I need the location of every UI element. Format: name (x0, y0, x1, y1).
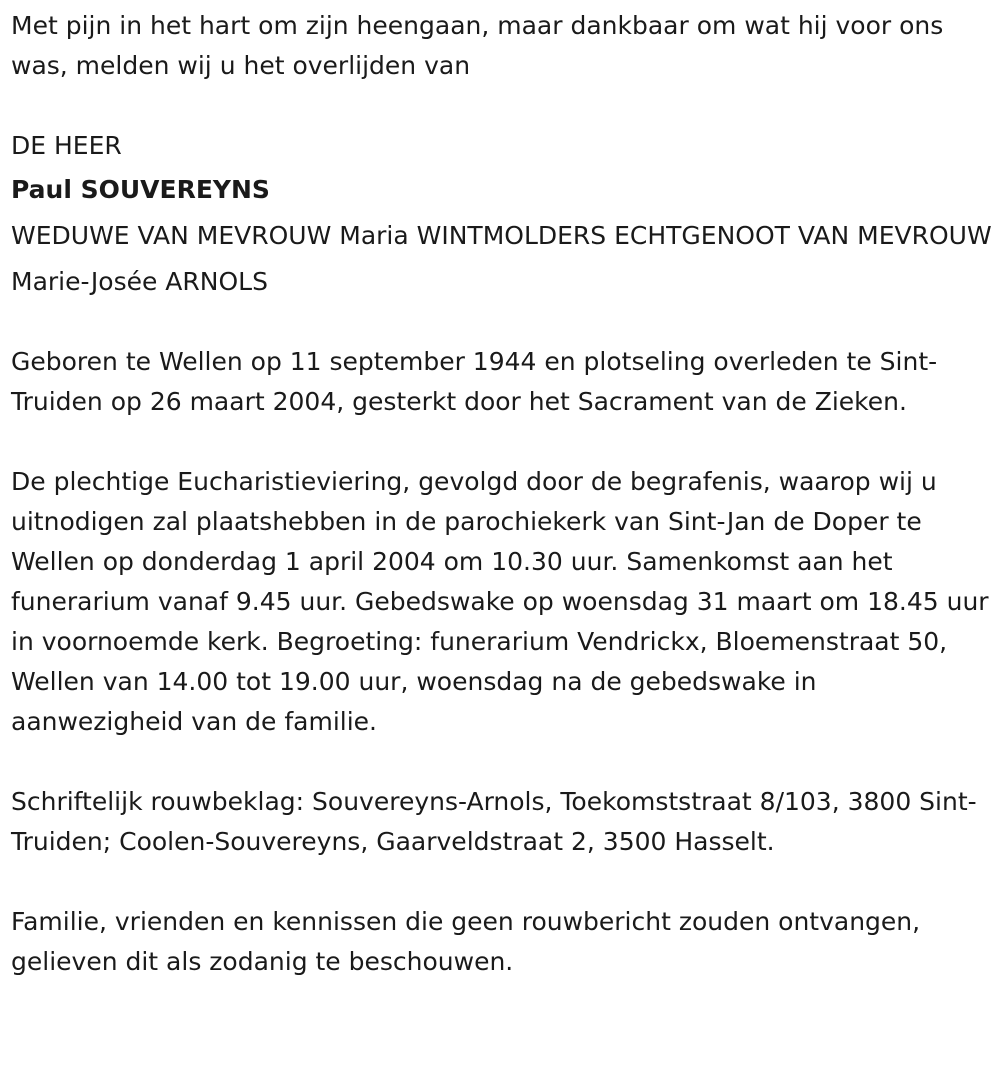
spacer (11, 742, 992, 782)
spouse-name: Marie-Josée ARNOLS (11, 267, 268, 296)
ceremony-paragraph: De plechtige Eucharistieviering, gevolgd door de begrafenis, waarop wij u uitnodigen zal plaatshebben in de parochiekerk van Sint-Jan de Doper te Wellen op donderdag 1 april 2004 om 10.30 uur. Samenkomst aan het funerarium vanaf 9.45 uur. Gebedswake op woensdag 31 maart om 18.45 uur in voornoemde kerk. Begroeting: funerarium Vendrickx, Bloemenstraat 50, Wellen van 14.00 tot 19.00 uur, woensdag na de gebedswake in aanwezigheid van de familie. (11, 467, 989, 736)
spacer (11, 86, 992, 126)
condolences-paragraph: Schriftelijk rouwbeklag: Souvereyns-Arnols, Toekomststraat 8/103, 3800 Sint-Truiden; Coolen-Souvereyns, Gaarveldstraat 2, 3500 Hasselt. (11, 787, 977, 856)
spacer (11, 422, 992, 462)
deceased-name: Paul SOUVEREYNS (11, 175, 270, 204)
closing-paragraph: Familie, vrienden en kennissen die geen rouwbericht zouden ontvangen, gelieven dit als zodanig te beschouwen. (11, 907, 921, 976)
spacer (11, 302, 992, 342)
intro-paragraph: Met pijn in het hart om zijn heengaan, maar dankbaar om wat hij voor ons was, melden wij u het overlijden van (11, 11, 944, 80)
honorific-title: DE HEER (11, 131, 122, 160)
spouse-description: WEDUWE VAN MEVROUW Maria WINTMOLDERS ECHTGENOOT VAN MEVROUW (11, 221, 992, 250)
birth-death-paragraph: Geboren te Wellen op 11 september 1944 en plotseling overleden te Sint-Truiden op 26 maart 2004, gesterkt door het Sacrament van de Zieken. (11, 347, 938, 416)
spacer (11, 862, 992, 902)
